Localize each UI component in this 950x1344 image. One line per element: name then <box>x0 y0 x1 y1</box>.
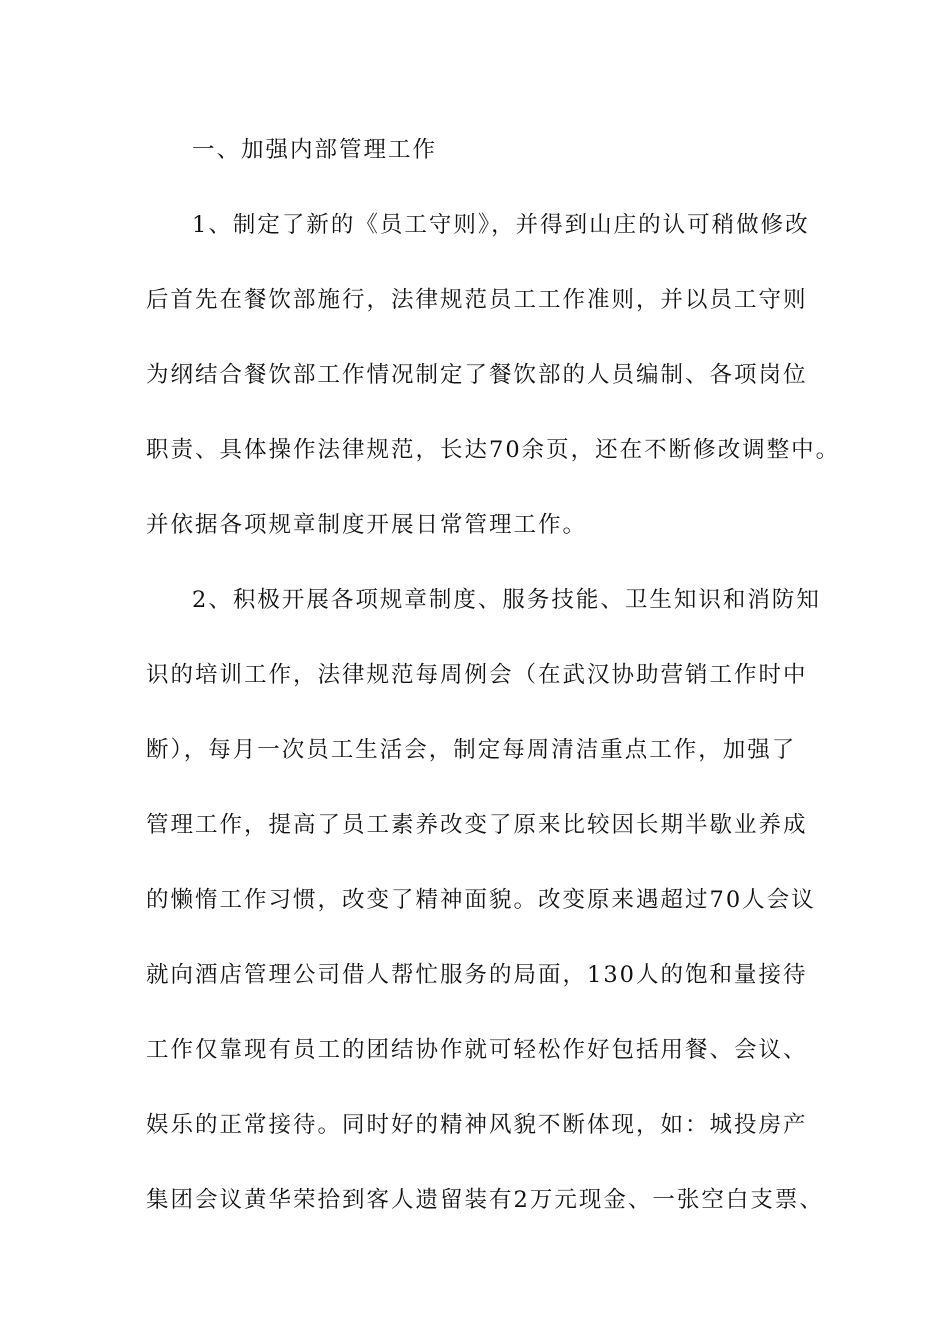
section-heading: 一、加强内部管理工作 <box>192 137 438 163</box>
paragraph-line: 集团会议黄华荣拾到客人遗留装有2万元现金、一张空白支票、 <box>146 1187 824 1213</box>
paragraph-line: 职责、具体操作法律规范，长达70余页，还在不断修改调整中。 <box>146 437 841 463</box>
paragraph-line: 断），每月一次员工生活会，制定每周清洁重点工作，加强了 <box>146 737 797 763</box>
paragraph-line: 识的培训工作，法律规范每周例会（在武汉协助营销工作时中 <box>146 662 808 688</box>
paragraph-line: 为纲结合餐饮部工作情况制定了餐饮部的人员编制、各项岗位 <box>146 362 808 388</box>
paragraph-line: 的懒惰工作习惯，改变了精神面貌。改变原来遇超过70人会议 <box>146 887 816 913</box>
paragraph-line: 管理工作，提高了员工素养改变了原来比较因长期半歇业养成 <box>146 812 808 838</box>
paragraph-line: 后首先在餐饮部施行，法律规范员工工作准则，并以员工守则 <box>146 287 808 313</box>
paragraph-line: 工作仅靠现有员工的团结协作就可轻松作好包括用餐、会议、 <box>146 1037 808 1063</box>
paragraph-line: 并依据各项规章制度开展日常管理工作。 <box>146 512 588 538</box>
paragraph-line: 2、积极开展各项规章制度、服务技能、卫生知识和消防知 <box>192 587 821 613</box>
document-body <box>146 128 841 1253</box>
paragraph-line: 1、制定了新的《员工守则》，并得到山庄的认可稍做修改 <box>192 212 810 238</box>
paragraph-line: 娱乐的正常接待。同时好的精神风貌不断体现，如：城投房产 <box>146 1112 808 1138</box>
paragraph-line: 就向酒店管理公司借人帮忙服务的局面，130人的饱和量接待 <box>146 962 808 988</box>
